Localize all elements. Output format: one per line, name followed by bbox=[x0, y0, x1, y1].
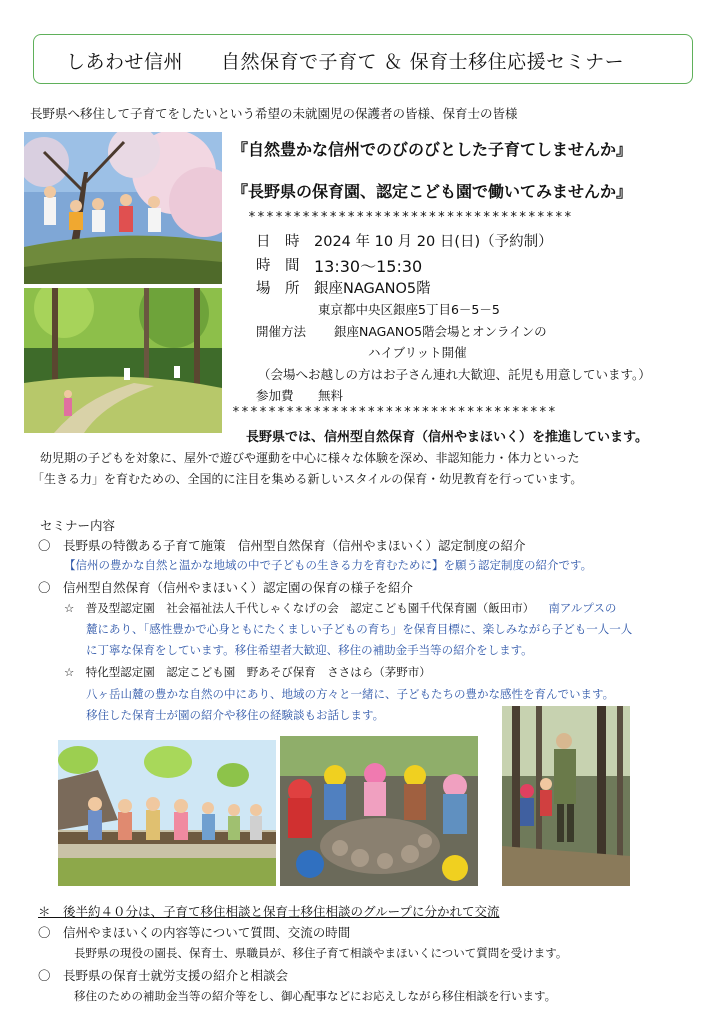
method-value-1: 銀座NAGANO5階会場とオンラインの bbox=[334, 324, 547, 339]
fee-value: 無料 bbox=[318, 388, 344, 403]
sub-item-1-title: ☆ 普及型認定園 社会福祉法人千代しゃくなげの会 認定こども園千代保育園（飯田市） 南アルプスの bbox=[64, 601, 617, 615]
footer-item-3-desc: 長野県の現役の園長、保育士、県職員が、移住子育て相談やまほいくについて質問を受けます。 bbox=[74, 946, 568, 960]
question-2: 『長野県の保育園、認定こども園で働いてみませんか』 bbox=[232, 182, 633, 201]
promo-line-1: 幼児期の子どもを対象に、屋外で遊びや運動を中心に様々な体験を深め、非認知能力・体力といった bbox=[40, 451, 580, 465]
date-value: 2024 年 10 月 20 日(日)（予約制） bbox=[314, 234, 553, 250]
photo-children-leaves bbox=[58, 740, 276, 886]
seminar-item-1: 〇 長野県の特徴ある子育て施策 信州型自然保育（信州やまほいく）認定制度の紹介 bbox=[38, 538, 526, 553]
time-label: 時 間 bbox=[256, 258, 300, 274]
address: 東京都中央区銀座5丁目6－5－5 bbox=[318, 302, 500, 317]
time-value: 13:30～15:30 bbox=[314, 257, 423, 276]
photo-campfire bbox=[280, 736, 478, 886]
page-title bbox=[66, 47, 624, 74]
footer-item-3: 〇 信州やまほいくの内容等について質問、交流の時間 bbox=[38, 925, 351, 940]
sub-item-2-title: ☆ 特化型認定園 認定こども園 野あそび保育 ささはら（茅野市） bbox=[64, 665, 431, 679]
sub-item-1-line-2: 麓にあり、「感性豊かで心身ともにたくましい子どもの育ち」を保育目標に、楽しみながら子ども一人一人 bbox=[86, 622, 633, 636]
sub-item-1-line-3: に丁寧な保育をしています。移住希望者大歓迎、移住の補助金手当等の紹介をします。 bbox=[86, 643, 533, 657]
sub-item-2-line-2: 移住した保育士が園の紹介や移住の経験談もお話します。 bbox=[86, 708, 385, 722]
date-label: 日 時 bbox=[256, 234, 300, 250]
seminar-item-1-note: 【信州の豊かな自然と温かな地域の中で子どもの生きる力を育むために】を願う認定制度の紹介です。 bbox=[64, 558, 593, 572]
title-main: 自然保育で子育て ＆ 保育士移住応援セミナー bbox=[221, 51, 625, 73]
fee-label: 参加費 bbox=[256, 388, 294, 403]
footer-item-4: 〇 長野県の保育士就労支援の紹介と相談会 bbox=[38, 968, 289, 983]
divider-stars-top: ************************************ bbox=[248, 210, 573, 225]
title-prefix: しあわせ信州 bbox=[66, 51, 184, 73]
photo-cherry-blossom bbox=[24, 132, 222, 284]
place-value: 銀座NAGANO5階 bbox=[314, 281, 431, 297]
sub-item-2-line-1: 八ヶ岳山麓の豊かな自然の中にあり、地域の方々と一緒に、子どもたちの豊かな感性を育んでいます。 bbox=[86, 687, 615, 701]
title-frame bbox=[33, 34, 693, 84]
photo-forest-guide bbox=[502, 706, 630, 886]
promo-line-2: 「生きる力」を育むための、全国的に注目を集める新しいスタイルの保育・幼児教育を行っています。 bbox=[32, 472, 583, 486]
footer-note: ＊ 後半約４０分は、子育て移住相談と保育士移住相談のグループに分かれて交流 bbox=[38, 904, 500, 919]
question-1: 『自然豊かな信州でのびのびとした子育てしませんか』 bbox=[232, 140, 633, 159]
divider-stars-bottom: ************************************ bbox=[232, 405, 557, 420]
method-value-2: ハイブリット開催 bbox=[368, 345, 467, 360]
place-label: 場 所 bbox=[256, 281, 300, 297]
footer-item-4-desc: 移住のための補助金当等の紹介等をし、御心配事などにお応えしながら移住相談を行います。 bbox=[74, 989, 557, 1003]
photo-forest-path bbox=[24, 288, 222, 433]
seminar-heading: セミナー内容 bbox=[40, 518, 116, 533]
method-label: 開催方法 bbox=[256, 324, 307, 339]
venue-note: （会場へお越しの方はお子さん連れ大歓迎、託児も用意しています。） bbox=[258, 367, 651, 382]
lead-text: 長野県へ移住して子育てをしたいという希望の未就園児の保護者の皆様、保育士の皆様 bbox=[30, 106, 518, 121]
promo-headline: 長野県では、信州型自然保育（信州やまほいく）を推進しています。 bbox=[246, 430, 648, 445]
seminar-item-2: 〇 信州型自然保育（信州やまほいく）認定園の保育の様子を紹介 bbox=[38, 580, 414, 595]
